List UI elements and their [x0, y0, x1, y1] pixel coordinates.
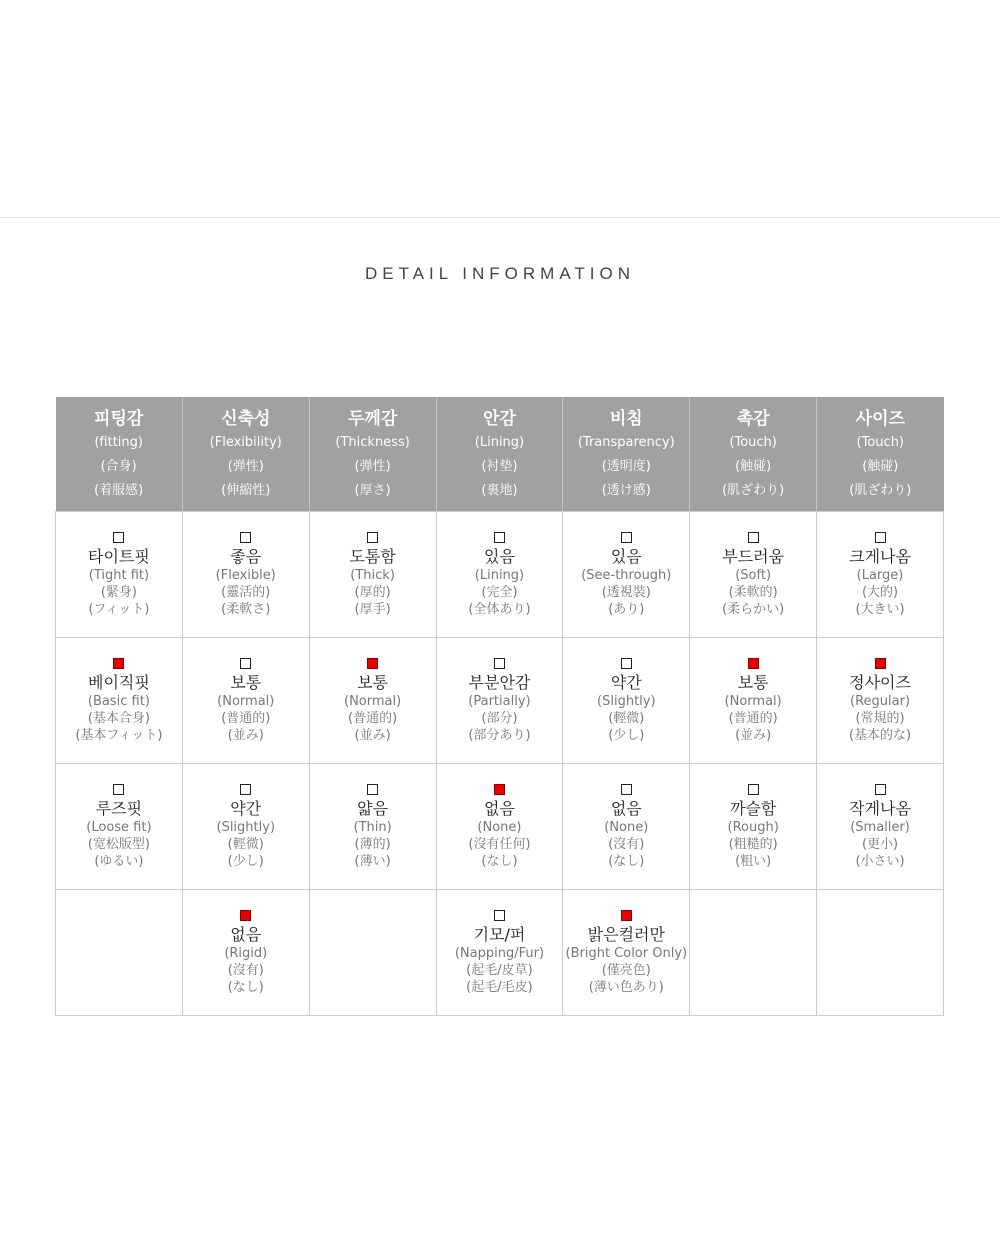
option-translation: (Slightly) — [216, 819, 276, 835]
option-cell — [436, 890, 563, 1016]
option-translation: (Regular) — [850, 693, 911, 709]
option-translation: (小さい) — [855, 853, 905, 869]
column-header-translation: (Touch) — [856, 435, 905, 450]
unchecked-checkbox-icon — [748, 784, 759, 795]
option — [468, 784, 530, 870]
option-translation: (Napping/Fur) — [454, 945, 545, 961]
option-translation: (起毛/毛皮) — [466, 979, 533, 995]
option-translation: (部分) — [481, 710, 518, 726]
unchecked-checkbox-icon — [621, 658, 632, 669]
option-translation: (Smaller) — [850, 819, 910, 835]
option-translation: (粗い) — [735, 853, 772, 869]
option — [344, 658, 401, 744]
option — [224, 910, 267, 996]
checked-checkbox-icon — [621, 910, 632, 921]
column-header-translation: (合身) — [100, 459, 137, 474]
unchecked-checkbox-icon — [240, 532, 251, 543]
checked-checkbox-icon — [875, 658, 886, 669]
column-header-translation: (肌ざわり) — [849, 483, 912, 498]
option-translation: (普通的) — [348, 710, 398, 726]
option — [468, 658, 530, 744]
option-label: 베이직핏 — [88, 672, 150, 692]
option-label: 부드러움 — [722, 546, 785, 566]
column-header-translation: (Thickness) — [335, 435, 410, 450]
column-header-translation: (fitting) — [94, 435, 143, 450]
option-translation: (宽松版型) — [87, 836, 150, 852]
option-translation: (並み) — [354, 727, 391, 743]
option-cell — [309, 512, 436, 638]
option-translation: (Lining) — [474, 567, 525, 583]
option-translation: (Flexible) — [215, 567, 276, 583]
option-translation: (常規的) — [855, 710, 905, 726]
column-header-translation: (弹性) — [227, 459, 264, 474]
option — [722, 532, 784, 618]
option-label: 작게나옴 — [849, 798, 911, 818]
option-cell — [182, 890, 309, 1016]
detail-info-table — [55, 397, 944, 1016]
unchecked-checkbox-icon — [494, 658, 505, 669]
option-translation: (Bright Color Only) — [565, 945, 688, 961]
unchecked-checkbox-icon — [494, 532, 505, 543]
column-header-translation: (裏地) — [481, 483, 518, 498]
empty-cell — [56, 890, 183, 1016]
option-label: 없음 — [230, 924, 262, 944]
column-header — [817, 397, 944, 512]
header-row — [56, 397, 944, 512]
option-translation: (厚的) — [354, 584, 391, 600]
column-header — [436, 397, 563, 512]
option-cell — [182, 638, 309, 764]
option-cell — [563, 512, 690, 638]
column-header — [182, 397, 309, 512]
option-translation: (透視裝) — [601, 584, 651, 600]
option-translation: (僅亮色) — [601, 962, 651, 978]
option-translation: (厚手) — [354, 601, 391, 617]
unchecked-checkbox-icon — [367, 532, 378, 543]
unchecked-checkbox-icon — [621, 784, 632, 795]
column-header — [690, 397, 817, 512]
unchecked-checkbox-icon — [113, 784, 124, 795]
option-label: 정사이즈 — [849, 672, 911, 692]
option-translation: (Partially) — [468, 693, 531, 709]
unchecked-checkbox-icon — [875, 532, 886, 543]
option-cell — [690, 764, 817, 890]
column-header-translation: (着服感) — [94, 483, 144, 498]
column-header-title: 촉감 — [736, 409, 770, 429]
option-translation: (Basic fit) — [87, 693, 150, 709]
option-cell — [563, 890, 690, 1016]
option-translation: (Thick) — [350, 567, 395, 583]
top-divider — [0, 217, 1000, 218]
option — [354, 784, 392, 870]
table-row — [56, 512, 944, 638]
option-label: 있음 — [483, 546, 515, 566]
option-cell — [817, 512, 944, 638]
option-label: 루즈핏 — [95, 798, 143, 818]
option-translation: (Tight fit) — [88, 567, 150, 583]
option-translation: (輕微) — [608, 710, 645, 726]
option-translation: (輕微) — [227, 836, 264, 852]
unchecked-checkbox-icon — [367, 784, 378, 795]
option — [468, 532, 530, 618]
option-cell — [182, 764, 309, 890]
option-translation: (Loose fit) — [86, 819, 152, 835]
column-header-translation: (弹性) — [354, 459, 391, 474]
option-label: 타이트핏 — [88, 546, 150, 566]
column-header-title: 비침 — [609, 409, 643, 429]
option-cell — [436, 638, 563, 764]
option — [455, 910, 544, 996]
column-header-title: 신축성 — [221, 409, 271, 429]
column-header-translation: (衬垫) — [481, 459, 518, 474]
option-label: 없음 — [610, 798, 642, 818]
column-header-title: 사이즈 — [855, 409, 905, 429]
option-translation: (ゆるい) — [94, 853, 144, 869]
option — [88, 532, 150, 618]
option-translation: (なし) — [481, 853, 518, 869]
empty-cell — [817, 890, 944, 1016]
column-header-translation: (厚さ) — [354, 483, 391, 498]
column-header-title: 피팅감 — [94, 409, 144, 429]
option — [217, 658, 274, 744]
option-translation: (大的) — [861, 584, 899, 600]
option-cell — [690, 512, 817, 638]
option-label: 보통 — [357, 672, 389, 692]
option-label: 부분안감 — [468, 672, 531, 692]
checked-checkbox-icon — [367, 658, 378, 669]
option-cell — [56, 764, 183, 890]
option-translation: (あり) — [608, 601, 645, 617]
option-translation: (起毛/皮草) — [466, 962, 533, 978]
column-header-title: 안감 — [483, 409, 516, 429]
option-label: 밝은컬러만 — [587, 924, 665, 944]
option — [725, 658, 782, 744]
empty-cell — [690, 890, 817, 1016]
option-translation: (Normal) — [724, 693, 782, 709]
option-translation: (少し) — [608, 727, 645, 743]
section-title: DETAIL INFORMATION — [364, 264, 636, 283]
option — [728, 784, 779, 870]
option-translation: (大きい) — [855, 601, 905, 617]
option-translation: (Rough) — [727, 819, 779, 835]
column-header — [309, 397, 436, 512]
option-translation: (基本的な) — [848, 727, 912, 743]
option — [349, 532, 395, 618]
unchecked-checkbox-icon — [113, 532, 124, 543]
option-translation: (少し) — [227, 853, 264, 869]
option-translation: (粗糙的) — [728, 836, 778, 852]
option-translation: (全体あり) — [468, 601, 531, 617]
option-translation: (フィット) — [88, 601, 150, 617]
option-translation: (None) — [604, 819, 649, 835]
checked-checkbox-icon — [494, 784, 505, 795]
unchecked-checkbox-icon — [240, 658, 251, 669]
table-row — [56, 638, 944, 764]
option-cell — [309, 764, 436, 890]
option-translation: (並み) — [227, 727, 264, 743]
column-header-translation: (Touch) — [729, 435, 777, 450]
option-translation: (柔軟さ) — [221, 601, 271, 617]
option-cell — [817, 764, 944, 890]
option-translation: (薄い色あり) — [588, 979, 664, 995]
option-label: 도톰함 — [349, 546, 396, 566]
option-translation: (靈活的) — [221, 584, 271, 600]
option-translation: (薄的) — [354, 836, 391, 852]
column-header-translation: (Lining) — [474, 435, 525, 450]
option — [217, 784, 276, 870]
column-header-translation: (触碰) — [862, 459, 899, 474]
option — [849, 532, 911, 618]
option-translation: (なし) — [608, 853, 645, 869]
option-cell — [563, 764, 690, 890]
option-label: 크게나옴 — [849, 546, 911, 566]
option-translation: (部分あり) — [468, 727, 531, 743]
option-translation: (None) — [477, 819, 522, 835]
column-header-translation: (触碰) — [735, 459, 772, 474]
option-label: 보통 — [737, 672, 769, 692]
empty-cell — [309, 890, 436, 1016]
option-translation: (沒有) — [608, 836, 645, 852]
option — [566, 910, 688, 996]
option — [75, 658, 162, 744]
option-cell — [563, 638, 690, 764]
option-translation: (Thin) — [353, 819, 392, 835]
unchecked-checkbox-icon — [748, 532, 759, 543]
option-cell — [436, 512, 563, 638]
column-header — [563, 397, 690, 512]
option-cell — [817, 638, 944, 764]
option-translation: (普通的) — [728, 710, 778, 726]
option-cell — [182, 512, 309, 638]
option-translation: (Rigid) — [224, 945, 268, 961]
checked-checkbox-icon — [748, 658, 759, 669]
option-translation: (柔らかい) — [722, 601, 785, 617]
option-translation: (完全) — [481, 584, 518, 600]
option-translation: (薄い) — [354, 853, 391, 869]
unchecked-checkbox-icon — [875, 784, 886, 795]
option-label: 기모/퍼 — [473, 924, 526, 944]
option-cell — [309, 638, 436, 764]
option-label: 보통 — [230, 672, 262, 692]
option-cell — [436, 764, 563, 890]
option-translation: (並み) — [735, 727, 772, 743]
option — [604, 784, 648, 870]
option-translation: (基本フィット) — [75, 727, 163, 743]
option-translation: (柔軟的) — [728, 584, 778, 600]
option-translation: (Normal) — [217, 693, 275, 709]
column-header-translation: (Flexibility) — [209, 435, 282, 450]
table-body — [56, 512, 944, 1016]
column-header-translation: (肌ざわり) — [722, 483, 785, 498]
column-header-translation: (Transparency) — [577, 435, 675, 450]
column-header — [56, 397, 183, 512]
column-header-title: 두께감 — [347, 409, 398, 429]
option-label: 약간 — [610, 672, 642, 692]
option-translation: (普通的) — [221, 710, 271, 726]
checked-checkbox-icon — [240, 910, 251, 921]
unchecked-checkbox-icon — [240, 784, 251, 795]
column-header-translation: (透明度) — [601, 459, 651, 474]
option-translation: (Large) — [856, 567, 904, 583]
table-row — [56, 890, 944, 1016]
option-label: 있음 — [610, 546, 642, 566]
option-translation: (See-through) — [581, 567, 672, 583]
option-translation: (沒有) — [227, 962, 264, 978]
column-header-translation: (伸縮性) — [221, 483, 271, 498]
option-translation: (Normal) — [344, 693, 402, 709]
option — [216, 532, 276, 618]
option-translation: (Soft) — [735, 567, 772, 583]
option-label: 좋음 — [230, 546, 262, 566]
option-label: 없음 — [483, 798, 515, 818]
option-translation: (更小) — [861, 836, 899, 852]
option-translation: (なし) — [227, 979, 264, 995]
option-cell — [56, 512, 183, 638]
option-cell — [690, 638, 817, 764]
option-label: 얇음 — [357, 798, 389, 818]
option-translation: (沒有任何) — [468, 836, 531, 852]
option-translation: (Slightly) — [597, 693, 656, 709]
option-translation: (基本合身) — [87, 710, 150, 726]
option — [849, 658, 911, 744]
option-translation: (緊身) — [100, 584, 137, 600]
option — [849, 784, 911, 870]
option-label: 까슬함 — [729, 798, 777, 818]
table-row — [56, 764, 944, 890]
unchecked-checkbox-icon — [621, 532, 632, 543]
checked-checkbox-icon — [113, 658, 124, 669]
option-label: 약간 — [230, 798, 262, 818]
option — [597, 658, 656, 744]
unchecked-checkbox-icon — [494, 910, 505, 921]
option — [86, 784, 151, 870]
option — [581, 532, 671, 618]
column-header-translation: (透け感) — [601, 483, 651, 498]
option-cell — [56, 638, 183, 764]
